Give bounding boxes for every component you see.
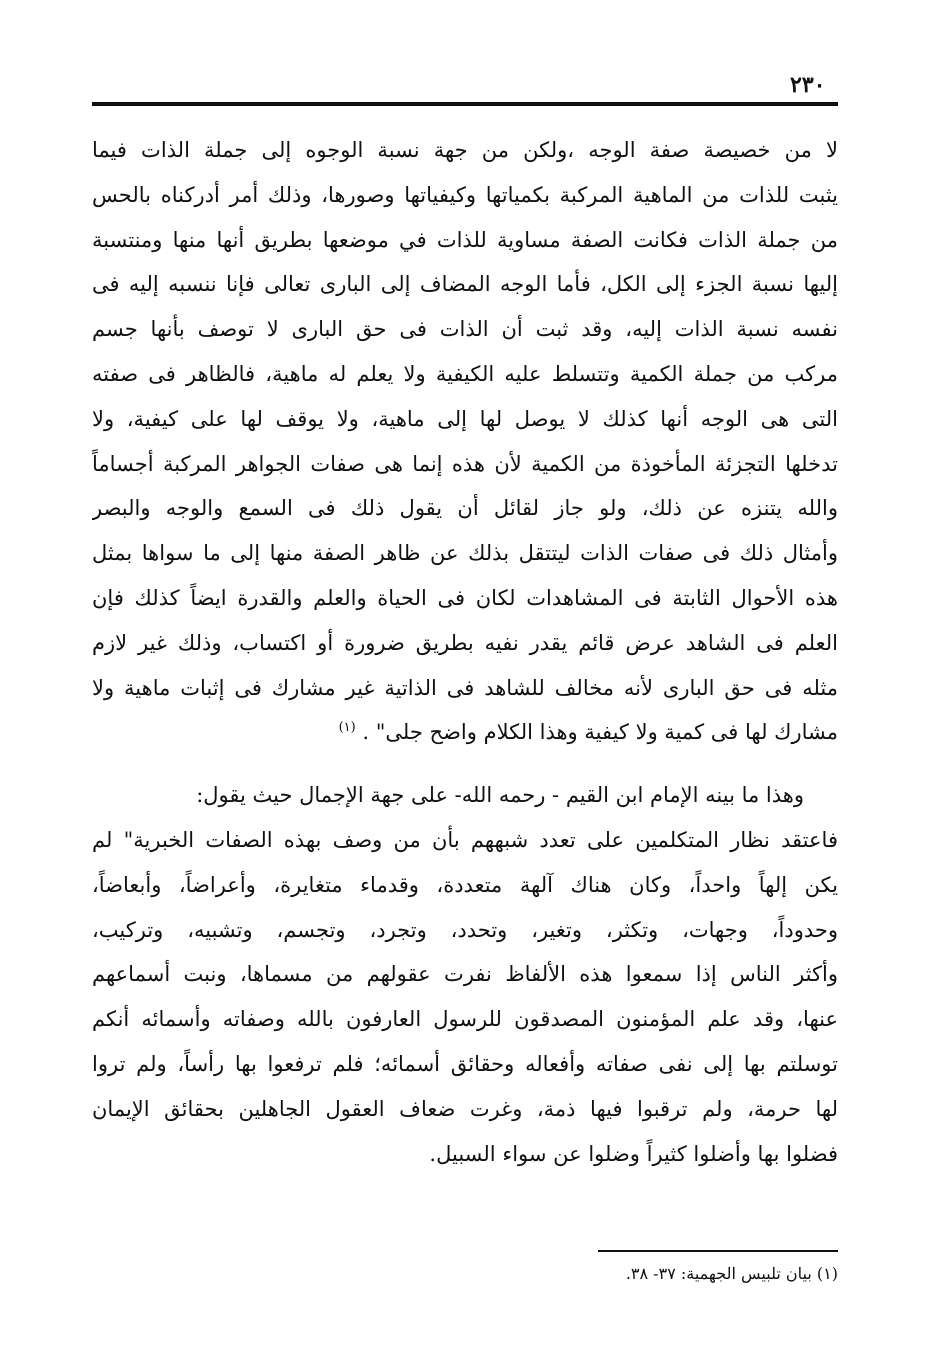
paragraph-1 — [92, 128, 838, 755]
text-line: هذه الأحوال الثابتة فى المشاهدات لكان فى الحياة والعلم والقدرة ايضاً كذلك فإن — [92, 585, 838, 610]
text-line-last — [92, 710, 838, 755]
footnote-reference: (١) — [338, 720, 356, 736]
text-line-indented: وهذا ما بينه الإمام ابن القيم - رحمه الله- على جهة الإجمال حيث يقول: — [196, 783, 804, 808]
text-line: مثله فى حق البارى لأنه مخالف للشاهد فى الذاتية غير مشارك فى إثبات ماهية ولا — [92, 675, 838, 700]
text-line: توسلتم بها إلى نفى صفاته وأفعاله وحقائق أسمائه؛ فلم ترفعوا بها رأساً، ولم تروا — [92, 1051, 838, 1076]
header-rule — [92, 102, 838, 106]
text-line: من جملة الذات فكانت الصفة مساوية للذات في موضعها بطريق أنها منها ومنتسبة — [92, 227, 838, 252]
text-line: لا من خصيصة صفة الوجه ،ولكن من جهة نسبة الوجوه إلى جملة الذات فيما — [92, 138, 838, 162]
text-line: التى هى الوجه أنها كذلك لا يوصل لها إلى ماهية، ولا يوقف لها على كيفية، ولا — [92, 406, 838, 431]
text-line-content: مشارك لها فى كمية ولا كيفية وهذا الكلام واضح جلى" . — [362, 720, 838, 745]
text-line: نفسه نسبة الذات إليه، وقد ثبت أن الذات فى حق البارى لا توصف بأنها جسم — [92, 317, 838, 342]
text-line: وأكثر الناس إذا سمعوا هذه الألفاظ نفرت عقولهم من مسماها، ونبت أسماعهم — [92, 962, 838, 987]
text-line: العلم فى الشاهد عرض قائم يقدر نفيه بطريق ضرورة أو اكتساب، وذلك غير لازم — [92, 630, 838, 655]
paragraph-gap — [92, 755, 838, 773]
text-line: فاعتقد نظار المتكلمين على تعدد شبههم بأن من وصف بهذه الصفات الخبرية" لم — [92, 827, 838, 852]
text-line: عنها، وقد علم المؤمنون المصدقون للرسول العارفون بالله وصفاته وأسمائه أنكم — [92, 1007, 838, 1032]
paragraph-2 — [92, 773, 838, 1176]
footnote-rule — [598, 1250, 838, 1252]
text-line: لها حرمة، ولم ترقبوا فيها ذمة، وغرت ضعاف العقول الجاهلين بحقائق الإيمان — [92, 1096, 838, 1121]
text-line: والله يتنزه عن ذلك، ولو جاز لقائل أن يقول ذلك فى السمع والوجه والبصر — [92, 496, 838, 521]
page-number: ٢٣٠ — [790, 72, 826, 98]
text-line-last: فضلوا بها وأضلوا كثيراً وضلوا عن سواء السبيل. — [429, 1141, 838, 1166]
text-line: مركب من جملة الكمية وتتسلط عليه الكيفية ولا يعلم له ماهية، فالظاهر فى صفته — [92, 361, 838, 386]
text-line: يثبت للذات من الماهية المركبة بكمياتها وكيفياتها وصورها، وذلك أمر أدركناه بالحس — [92, 182, 838, 207]
text-line: تدخلها التجزئة المأخوذة من الكمية لأن هذه إنما هى صفات الجواهر المركبة أجساماً — [92, 451, 838, 476]
footnote: (١) بيان تلبيس الجهمية: ٣٧- ٣٨. — [625, 1264, 838, 1283]
text-line: إليها نسبة الجزء إلى الكل، فأما الوجه المضاف إلى البارى تعالى فإنا ننسبه إليه فى — [92, 272, 838, 297]
text-line: يكن إلهاً واحداً، وكان هناك آلهة متعددة، وقدماء متغايرة، وأعراضاً، وأبعاضاً، — [92, 872, 838, 897]
body-text — [92, 128, 838, 1176]
text-line: وأمثال ذلك فى صفات الذات ليتتقل بذلك عن ظاهر الصفة منها إلى ما سواها بمثل — [92, 541, 838, 566]
text-line: وحدوداً، وجهات، وتكثر، وتغير، وتحدد، وتجرد، وتجسم، وتشبيه، وتركيب، — [92, 917, 838, 942]
